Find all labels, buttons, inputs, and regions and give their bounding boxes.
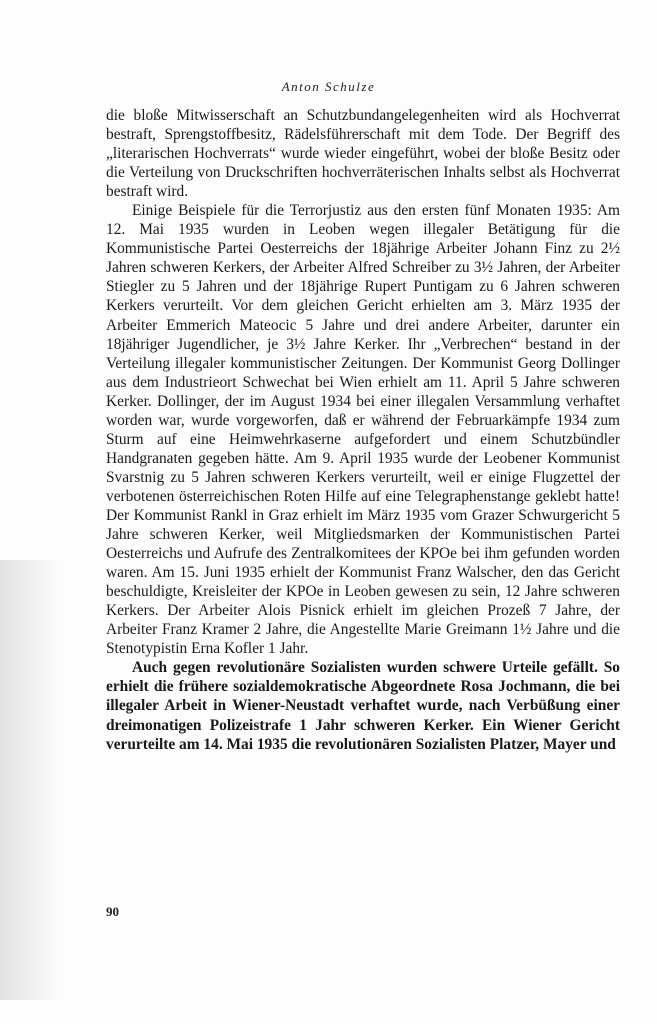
- page-number: 90: [106, 904, 119, 919]
- paragraph-3: Auch gegen revolutionäre Sozialisten wurden schwere Urteile gefällt. So erhielt die frühere sozialdemokratische Abgeordnete Rosa Jochmann, die bei illegaler Arbeit in Wiener-Neustadt verhaftet wurde, nach Verbüßung einer dreimonatigen Polizeistrafe 1 Jahr schweren Kerker. Ein Wiener Gericht verurteilte am 14. Mai 1935 die revolutionären Sozialisten Platzer, Mayer und: [106, 659, 620, 753]
- paragraph-2: Einige Beispiele für die Terrorjustiz aus den ersten fünf Monaten 1935: Am 12. Mai 1935 wurden in Leoben wegen illegaler Betätigung für die Kommunistische Partei Oesterreichs der 18jährige Arbeiter Johann Finz zu 2½ Jahren schweren Kerkers, der Arbeiter Alfred Schreiber zu 3½ Jahren, der Arbeiter Stiegler zu 5 Jahren und der 18jährige Rupert Puntigam zu 6 Jahren schweren Kerkers verurteilt. Vor dem gleichen Gericht erhielten am 3. März 1935 der Arbeiter Emmerich Mateocic 5 Jahre und drei andere Arbeiter, darunter ein 18jähriger Jugendlicher, je 3½ Jahre Kerker. Ihr „Verbrechen“ bestand in der Verteilung illegaler kommunistischer Zeitungen. Der Kommunist Georg Dollinger aus dem Industrieort Schwechat bei Wien erhielt am 11. April 5 Jahre schweren Kerker. Dollinger, der im August 1934 bei einer illegalen Versammlung verhaftet worden war, wurde vorgeworfen, daß er während der Februarkämpfe 1934 zum Sturm auf eine Heimwehrkaserne aufgefordert und einem Schutzbündler Handgranaten gegeben hätte. Am 9. April 1935 wurde der Leobener Kommunist Svarstnig zu 5 Jahren schweren Kerkers verurteilt, weil er einige Flugzettel der verbotenen österreichischen Roten Hilfe auf eine Telegraphenstange geklebt hatte! Der Kommunist Rankl in Graz erhielt im März 1935 vom Grazer Schwurgericht 5 Jahre schweren Kerker, weil Mitgliedsmarken der Kommunistischen Partei Oesterreichs und Aufrufe des Zentralkomitees der KPOe bei ihm gefunden worden waren. Am 15. Juni 1935 erhielt der Kommunist Franz Walscher, den das Gericht beschuldigte, Kreisleiter der KPOe in Leoben gewesen zu sein, 12 Jahre schweren Kerkers. Der Arbeiter Alois Pisnick erhielt im gleichen Prozeß 7 Jahre, der Arbeiter Franz Kramer 2 Jahre, die Angestellte Marie Greimann 1½ Jahre und die Stenotypistin Erna Kofler 1 Jahr.: [106, 202, 620, 658]
- paragraph-1: die bloße Mitwisserschaft an Schutzbundangelegenheiten wird als Hochverrat bestraft, Sprengstoffbesitz, Rädelsführerschaft mit dem Tode. Der Begriff des „literarischen Hochverrats“ wurde wieder eingeführt, wobei der bloße Besitz oder die Verteilung von Druckschriften hochverräterischen Inhalts selbst als Hochverrat bestraft wird.: [106, 107, 620, 201]
- page-edge-shadow: [0, 560, 60, 1000]
- running-head: Anton Schulze: [281, 79, 376, 94]
- body-text: [106, 106, 620, 754]
